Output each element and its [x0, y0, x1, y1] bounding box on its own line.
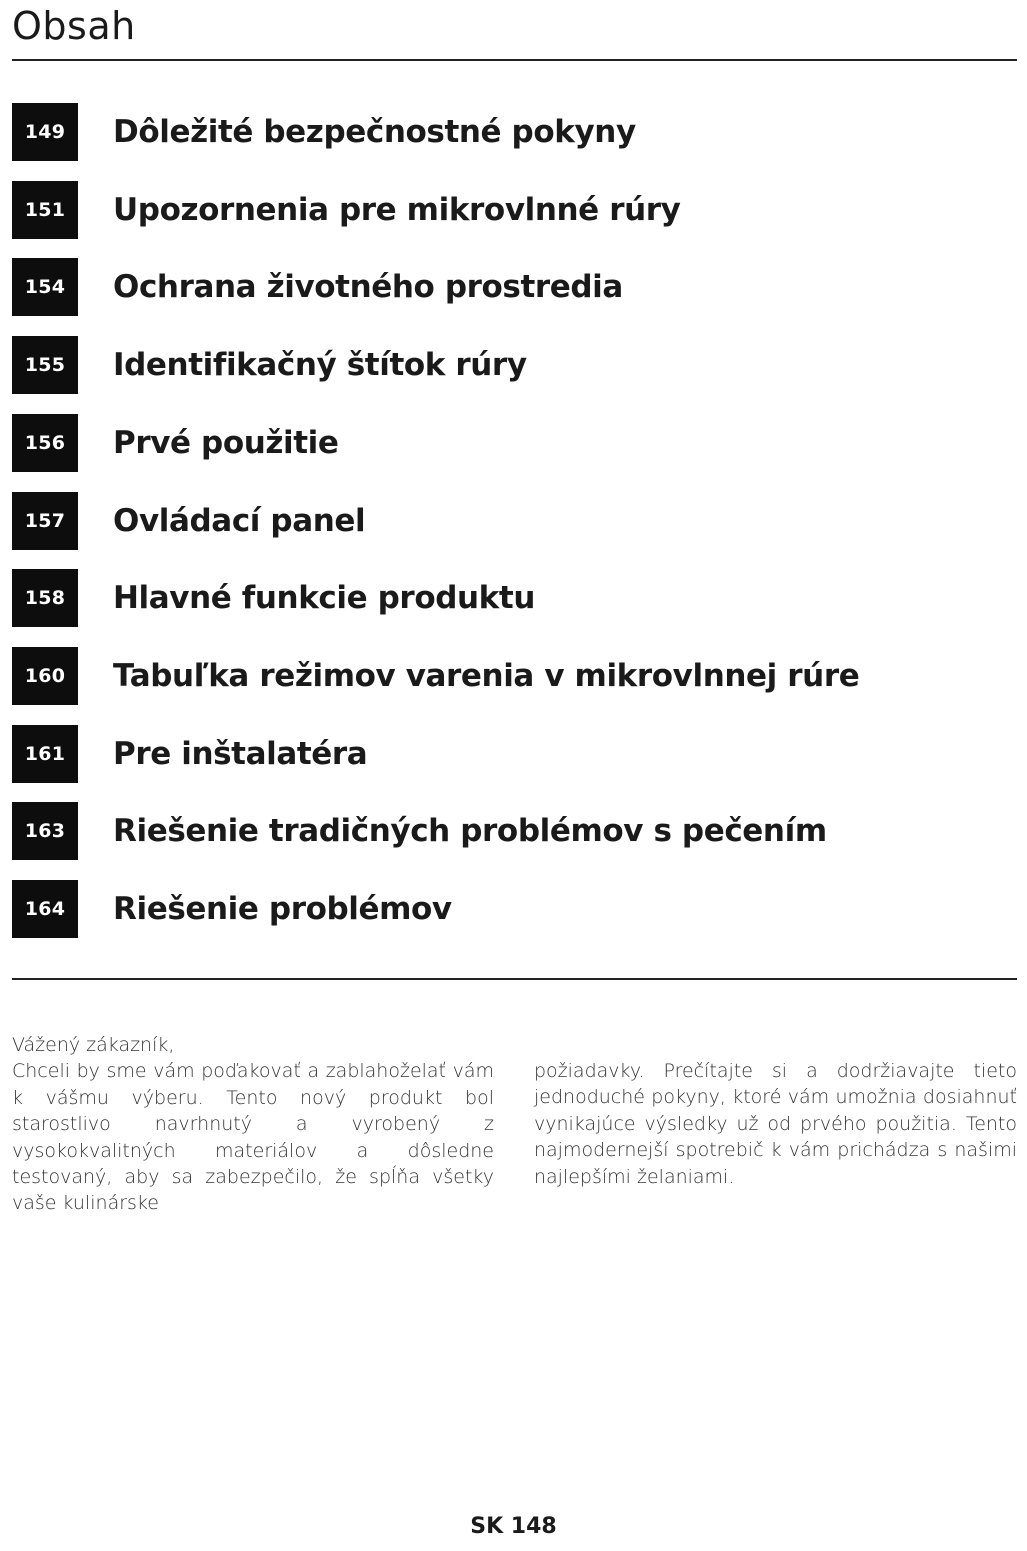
page-number-badge: 160: [12, 647, 78, 705]
toc-entry-label: Riešenie tradičných problémov s pečením: [113, 813, 827, 850]
page-number-badge: 163: [12, 802, 78, 860]
page-number-badge: 149: [12, 103, 78, 161]
toc-entry[interactable]: [12, 725, 1017, 783]
toc-entry[interactable]: [12, 181, 1017, 239]
toc-entry[interactable]: [12, 647, 1017, 705]
toc-entry[interactable]: [12, 336, 1017, 394]
toc-entry[interactable]: [12, 414, 1017, 472]
intro-paragraph-right: požiadavky. Prečítajte si a dodržiavajte tieto jednoduché pokyny, ktoré vám umožnia dosiahnuť vynikajúce výsledky už od prvého použitia. Tento najmodernejší spotrebič k vám prichádza s našimi najlepšími želaniami.: [534, 1060, 1017, 1188]
intro-paragraph-left: Chceli by sme vám poďakovať a zablahoželať vám k vášmu výberu. Tento nový produkt bol starostlivo navrhnutý a vyrobený z vysokokvalitných materiálov a dôsledne testovaný, aby sa zabezpečilo, že spĺňa všetky vaše kulinárske: [12, 1060, 494, 1215]
toc-entry-label: Pre inštalatéra: [113, 735, 368, 772]
toc-entry-label: Riešenie problémov: [113, 891, 452, 927]
page-number-badge: 164: [12, 880, 78, 938]
page-number-badge: 156: [12, 414, 78, 472]
toc-entry[interactable]: [12, 258, 1017, 316]
page-footer-number: SK 148: [470, 1514, 557, 1539]
intro-column-right: [534, 1058, 1017, 1190]
page-number-badge: 155: [12, 336, 78, 394]
toc-entry-label: Tabuľka režimov varenia v mikrovlnnej rúre: [113, 657, 860, 694]
toc-entry[interactable]: [12, 569, 1017, 627]
top-divider: [12, 59, 1017, 61]
bottom-divider: [12, 978, 1017, 980]
toc-entry-label: Ovládací panel: [113, 502, 366, 539]
toc-entry-label: Upozornenia pre mikrovlnné rúry: [113, 191, 681, 228]
intro-greeting: Vážený zákazník,: [12, 1034, 175, 1056]
toc-entry-label: Hlavné funkcie produktu: [113, 580, 535, 617]
intro-column-left: [12, 1032, 494, 1217]
page-number-badge: 158: [12, 569, 78, 627]
page-number-badge: 161: [12, 725, 78, 783]
page-title: Obsah: [12, 4, 136, 48]
toc-entry[interactable]: [12, 880, 1017, 938]
toc-entry-label: Identifikačný štítok rúry: [113, 347, 527, 384]
toc-entry[interactable]: [12, 103, 1017, 161]
toc-entry[interactable]: [12, 802, 1017, 860]
page-number-badge: 154: [12, 258, 78, 316]
toc-entry-label: Ochrana životného prostredia: [113, 269, 623, 306]
toc-entry-label: Prvé použitie: [113, 424, 339, 461]
page-number-badge: 157: [12, 492, 78, 550]
toc-entry-label: Dôležité bezpečnostné pokyny: [113, 114, 636, 150]
page-number-badge: 151: [12, 181, 78, 239]
toc-entry[interactable]: [12, 492, 1017, 550]
